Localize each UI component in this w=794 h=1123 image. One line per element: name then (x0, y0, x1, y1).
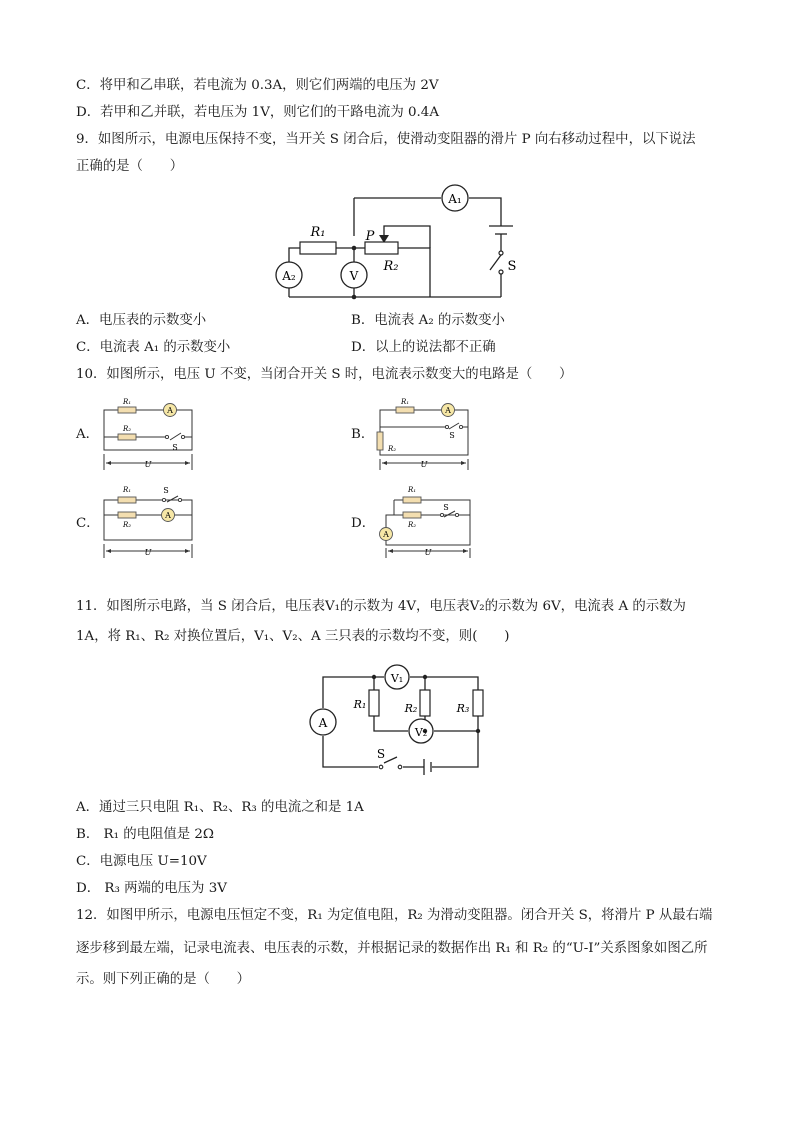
q10b-r2: R₂ (387, 445, 397, 453)
q10-circuit-b (372, 395, 472, 475)
q10b-s: S (449, 431, 455, 440)
question-12-stem-line1: 12．如图甲所示，电源电压恒定不变，R₁ 为定值电阻，R₂ 为滑动变阻器。闭合开关 S，将滑片 P 从最右端 (76, 908, 713, 923)
q11-option-a[interactable]: A．通过三只电阻 R₁、R₂、R₃ 的电流之和是 1A (76, 800, 364, 815)
q10b-ammeter: A (445, 406, 451, 415)
q9-option-b[interactable]: B．电流表 A₂ 的示数变小 (351, 313, 505, 328)
question-12-stem-line2: 逐步移到最左端，记录电流表、电压表的示数，并根据记录的数据作出 R₁ 和 R₂ 的“U-I”关系图象如图乙所 (76, 941, 708, 956)
q11-option-b[interactable]: B． R₁ 的电阻值是 2Ω (76, 827, 215, 842)
q10c-ammeter: A (165, 511, 171, 520)
q11-v2-label: V₂ (414, 726, 428, 739)
q9-ammeter-a1-label: A₁ (448, 192, 462, 206)
q9-option-c[interactable]: C．电流表 A₁ 的示数变小 (76, 340, 231, 355)
q9-r1-label: R₁ (310, 225, 326, 240)
q11-option-d[interactable]: D． R₃ 两端的电压为 3V (76, 881, 227, 896)
q9-circuit-diagram (270, 183, 530, 303)
q10a-r1: R₁ (122, 398, 132, 406)
q10d-u: U (424, 548, 432, 557)
q9-option-a[interactable]: A．电压表的示数变小 (76, 313, 207, 328)
q10b-r1: R₁ (400, 398, 410, 406)
q10-circuit-a (96, 395, 196, 475)
q9-voltmeter-label: V (349, 269, 359, 283)
q11-r3-label: R₃ (456, 702, 470, 715)
q10a-r2: R₂ (122, 425, 132, 433)
q11-v1-label: V₁ (390, 672, 404, 685)
q10-option-d-label[interactable]: D． (351, 516, 376, 531)
q11-option-c[interactable]: C．电源电压 U=10V (76, 854, 207, 869)
q10d-r2: R₂ (407, 521, 417, 529)
q10-option-c-label[interactable]: C． (76, 516, 100, 531)
question-11-stem-line2: 1A，将 R₁、R₂ 对换位置后，V₁、V₂、A 三只表的示数均不变，则( ) (76, 629, 510, 644)
option-c-prev: C．将甲和乙串联，若电流为 0.3A，则它们两端的电压为 2V (76, 78, 439, 93)
q10c-u: U (144, 548, 152, 557)
q10c-r2: R₂ (122, 521, 132, 529)
q11-r1-label: R₁ (353, 698, 367, 711)
q9-slider-p-label: P (365, 229, 375, 244)
option-d-prev: D．若甲和乙并联，若电压为 1V，则它们的干路电流为 0.4A (76, 105, 439, 120)
q9-ammeter-a2-label: A₂ (282, 269, 296, 283)
question-11-stem-line1: 11．如图所示电路，当 S 闭合后，电压表V₁的示数为 4V，电压表V₂的示数为 6V，电流表 A 的示数为 (76, 599, 686, 614)
q9-r2-label: R₂ (383, 259, 399, 274)
q10d-r1: R₁ (407, 486, 417, 494)
q11-ammeter-label: A (318, 716, 328, 730)
q10d-ammeter: A (383, 530, 389, 539)
q11-switch-label: S (376, 747, 386, 761)
q10-option-b-label[interactable]: B． (351, 427, 375, 442)
q10b-u: U (420, 460, 428, 469)
question-10-stem: 10．如图所示，电压 U 不变，当闭合开关 S 时，电流表示数变大的电路是（ ） (76, 367, 573, 382)
q10-option-a-label[interactable]: A． (76, 427, 100, 442)
q10c-r1: R₁ (122, 486, 132, 494)
q10c-s: S (163, 486, 169, 495)
q11-circuit-diagram (305, 663, 490, 781)
q10-circuit-d (374, 483, 476, 563)
q10a-s: S (172, 443, 178, 452)
question-9-stem-line2: 正确的是（ ） (76, 159, 184, 174)
question-9-stem-line1: 9．如图所示，电源电压保持不变，当开关 S 闭合后，使滑动变阻器的滑片 P 向右移动过程中，以下说法 (76, 132, 696, 147)
q10d-s: S (443, 503, 449, 512)
q9-option-d[interactable]: D．以上的说法都不正确 (351, 340, 496, 355)
q9-switch-s-label: S (507, 259, 517, 274)
question-12-stem-line3: 示。则下列正确的是（ ） (76, 972, 251, 987)
q10a-ammeter: A (167, 406, 173, 415)
q10a-u: U (144, 460, 152, 469)
q10-circuit-c (96, 483, 196, 563)
q11-r2-label: R₂ (404, 702, 418, 715)
